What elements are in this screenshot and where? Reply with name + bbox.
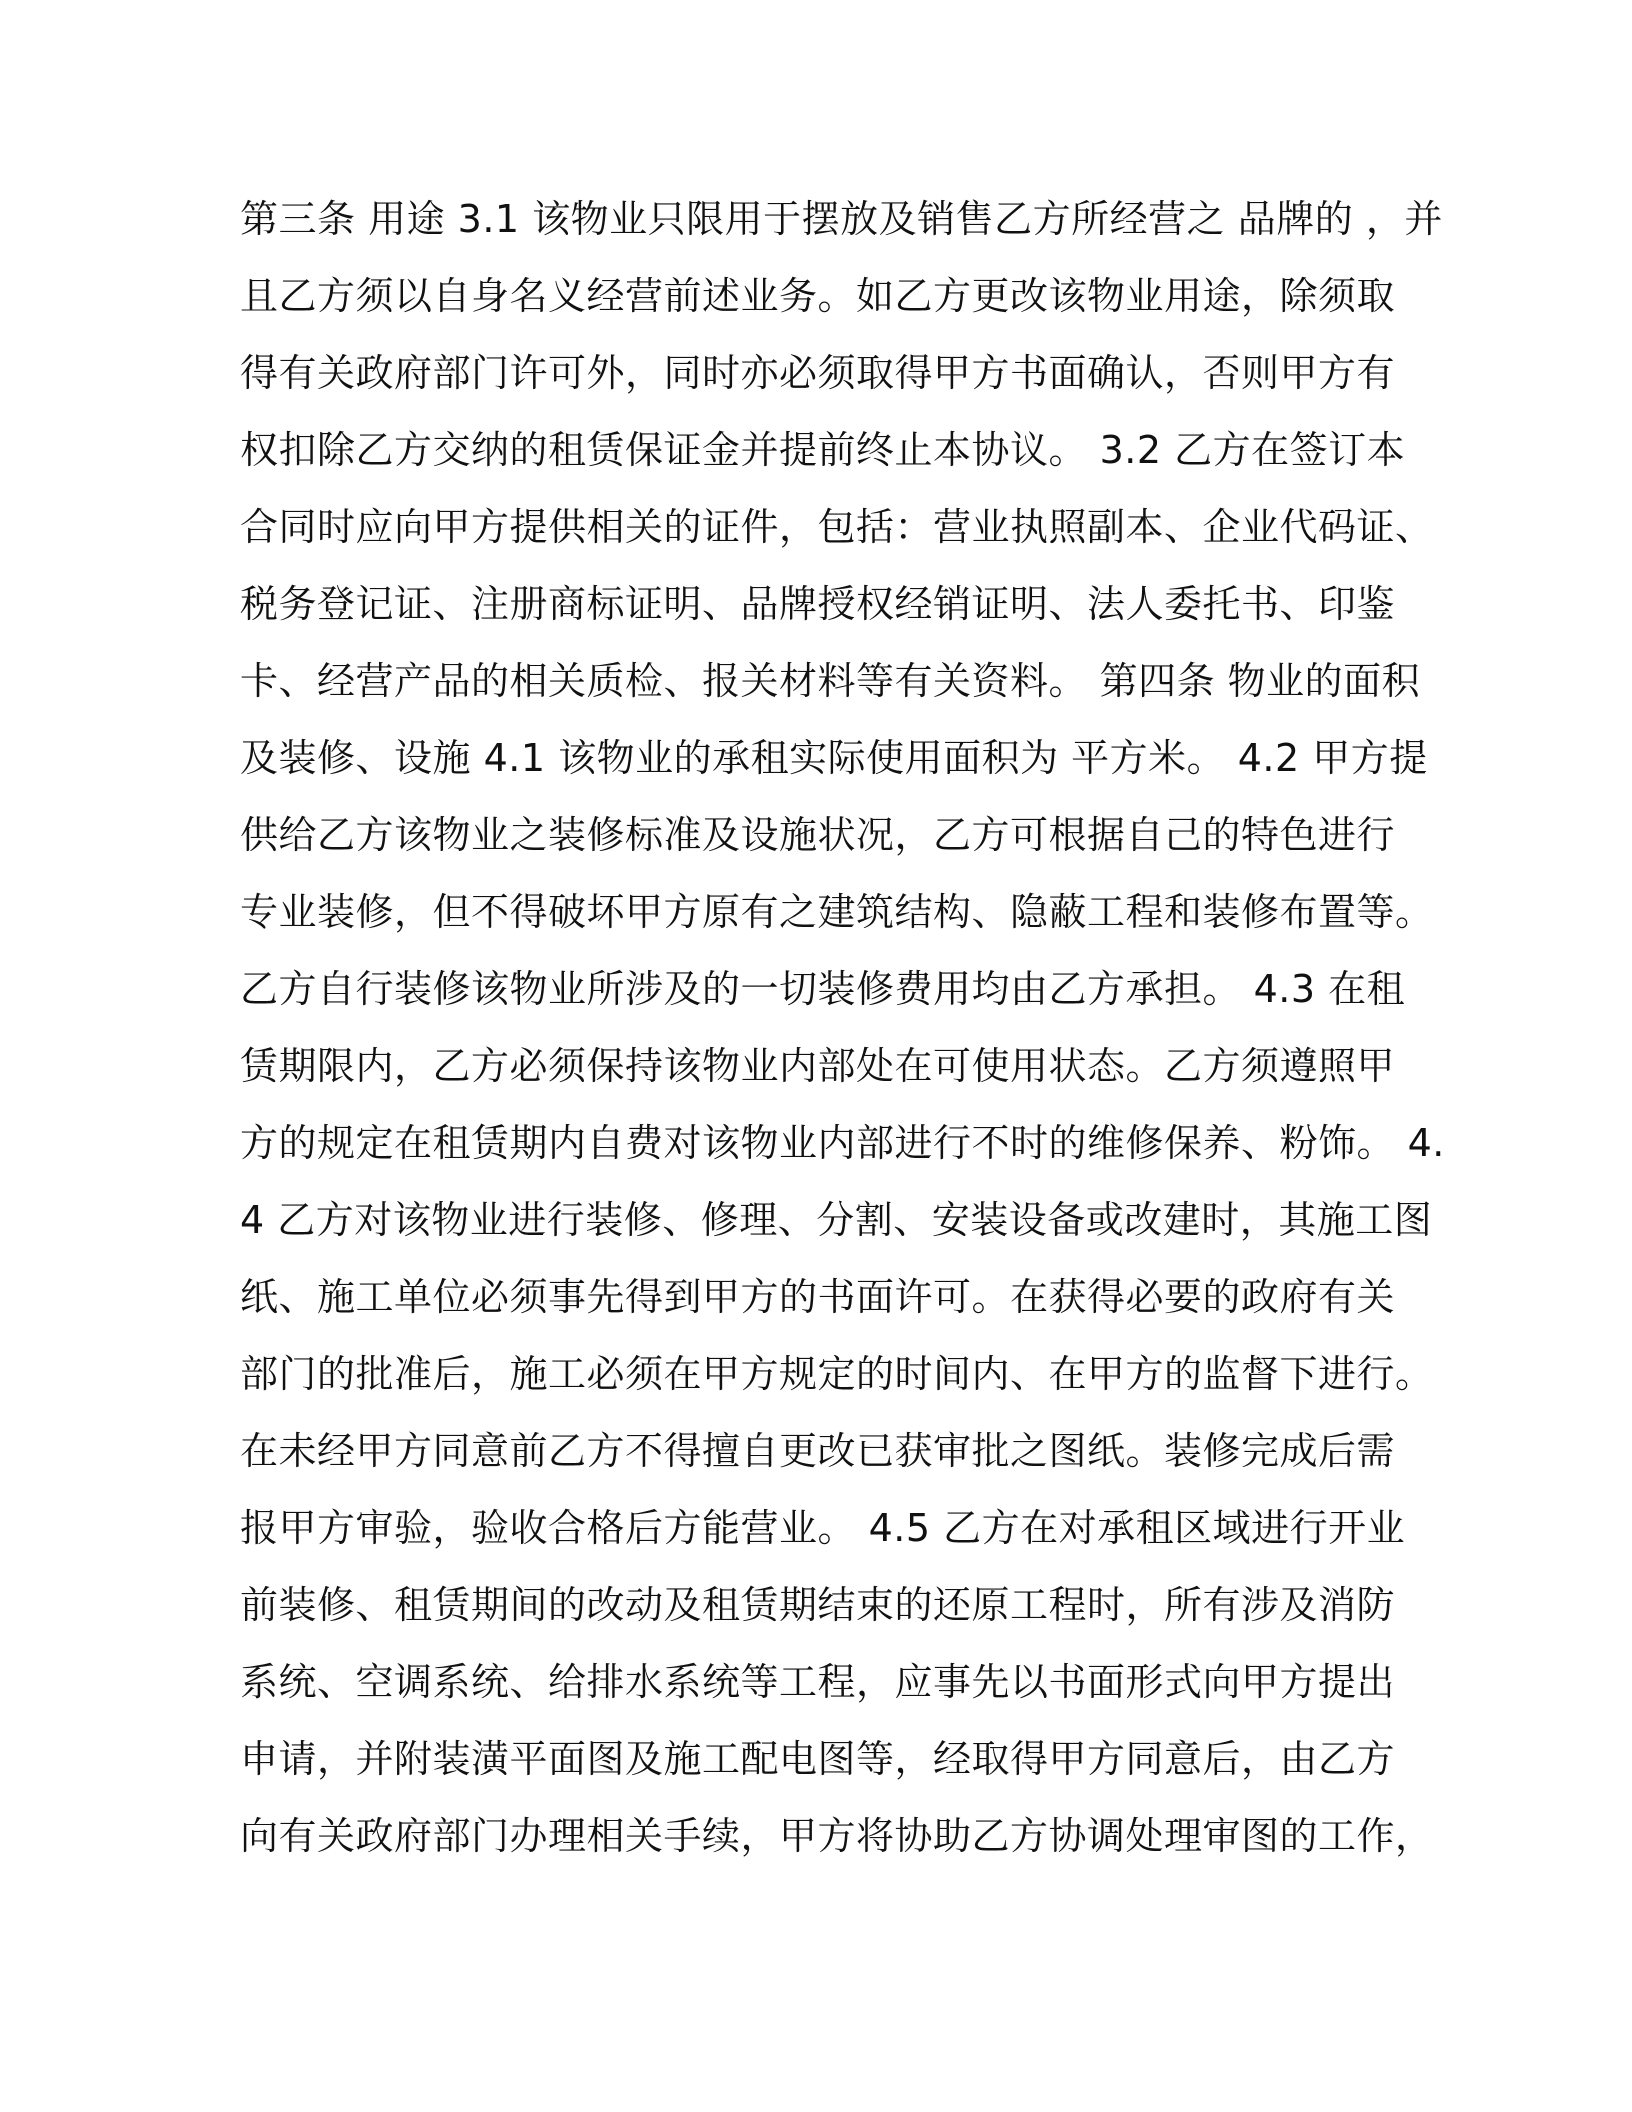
text-line: 向有关政府部门办理相关手续，甲方将协助乙方协调处理审图的工作，	[240, 1814, 1434, 1858]
text-line: 合同时应向甲方提供相关的证件，包括：营业执照副本、企业代码证、	[240, 505, 1434, 549]
text-line: 申请，并附装潢平面图及施工配电图等，经取得甲方同意后，由乙方	[240, 1737, 1396, 1781]
text-line: 部门的批准后，施工必须在甲方规定的时间内、在甲方的监督下进行。	[240, 1352, 1434, 1396]
contract-text	[240, 186, 1445, 1880]
text-line: 在未经甲方同意前乙方不得擅自更改已获审批之图纸。装修完成后需	[240, 1429, 1396, 1473]
text-line: 且乙方须以自身名义经营前述业务。如乙方更改该物业用途，除须取	[240, 274, 1396, 318]
text-line: 系统、空调系统、给排水系统等工程，应事先以书面形式向甲方提出	[240, 1660, 1396, 1704]
text-line: 及装修、设施 4.1 该物业的承租实际使用面积为 平方米。 4.2 甲方提	[240, 736, 1428, 780]
text-line: 第三条 用途 3.1 该物业只限用于摆放及销售乙方所经营之 品牌的 ，并	[240, 197, 1443, 241]
text-line: 权扣除乙方交纳的租赁保证金并提前终止本协议。 3.2 乙方在签订本	[240, 428, 1406, 472]
text-line: 得有关政府部门许可外，同时亦必须取得甲方书面确认，否则甲方有	[240, 351, 1396, 395]
text-line: 纸、施工单位必须事先得到甲方的书面许可。在获得必要的政府有关	[240, 1275, 1396, 1319]
text-line: 乙方自行装修该物业所涉及的一切装修费用均由乙方承担。 4.3 在租	[240, 967, 1406, 1011]
text-line: 前装修、租赁期间的改动及租赁期结束的还原工程时，所有涉及消防	[240, 1583, 1396, 1627]
text-line: 赁期限内，乙方必须保持该物业内部处在可使用状态。乙方须遵照甲	[240, 1044, 1396, 1088]
text-line: 供给乙方该物业之装修标准及设施状况，乙方可根据自己的特色进行	[240, 813, 1396, 857]
text-line: 税务登记证、注册商标证明、品牌授权经销证明、法人委托书、印鉴	[240, 582, 1396, 626]
text-line: 卡、经营产品的相关质检、报关材料等有关资料。 第四条 物业的面积	[240, 659, 1421, 703]
text-line: 报甲方审验，验收合格后方能营业。 4.5 乙方在对承租区域进行开业	[240, 1506, 1406, 1550]
text-line: 专业装修，但不得破坏甲方原有之建筑结构、隐蔽工程和装修布置等。	[240, 890, 1434, 934]
text-line: 4 乙方对该物业进行装修、修理、分割、安装设备或改建时，其施工图	[240, 1198, 1433, 1242]
text-line: 方的规定在租赁期内自费对该物业内部进行不时的维修保养、粉饰。 4.	[240, 1121, 1445, 1165]
